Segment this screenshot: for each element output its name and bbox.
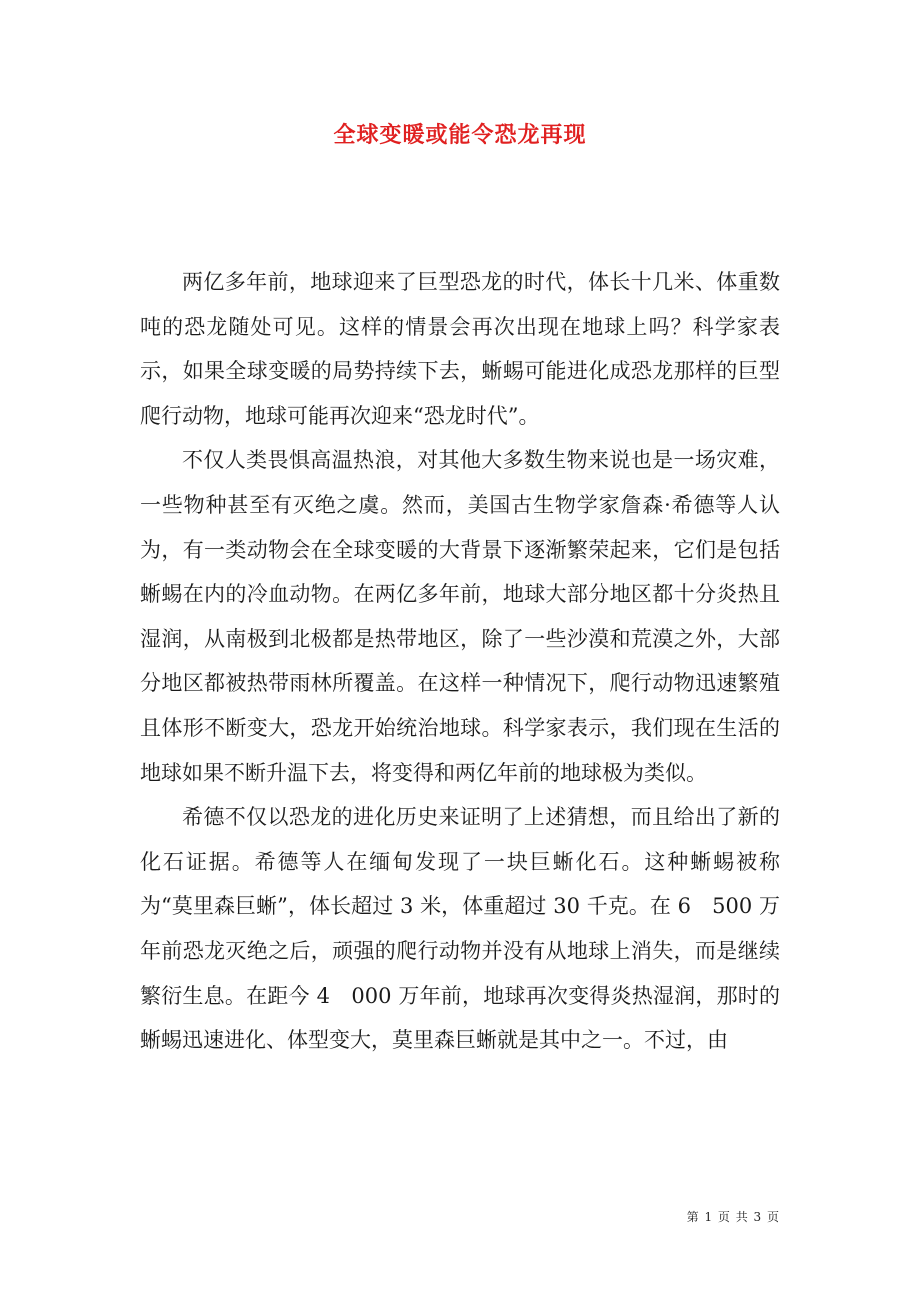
page-title: 全球变暖或能令恐龙再现: [333, 122, 587, 148]
article-body: [140, 260, 780, 1063]
paragraph: 两亿多年前，地球迎来了巨型恐龙的时代，体长十几米、体重数吨的恐龙随处可见。这样的情景会再次出现在地球上吗？科学家表示，如果全球变暖的局势持续下去，蜥蜴可能进化成恐龙那样的巨型爬行动物，地球可能再次迎来“恐龙时代”。: [140, 270, 780, 428]
paragraph: 不仅人类畏惧高温热浪，对其他大多数生物来说也是一场灾难，一些物种甚至有灭绝之虞。然而，美国古生物学家詹森·希德等人认为，有一类动物会在全球变暖的大背景下逐渐繁荣起来，它们是包括蜥蜴在内的冷血动物。在两亿多年前，地球大部分地区都十分炎热且湿润，从南极到北极都是热带地区，除了一些沙漠和荒漠之外，大部分地区都被热带雨林所覆盖。在这样一种情况下，爬行动物迅速繁殖且体形不断变大，恐龙开始统治地球。科学家表示，我们现在生活的地球如果不断升温下去，将变得和两亿年前的地球极为类似。: [140, 448, 780, 785]
page-number: 第 1 页 共 3 页: [686, 1210, 780, 1224]
paragraph: 希德不仅以恐龙的进化历史来证明了上述猜想，而且给出了新的化石证据。希德等人在缅甸发现了一块巨蜥化石。这种蜥蜴被称为“莫里森巨蜥”，体长超过 3 米，体重超过 30 千克。在 6 500 万年前恐龙灭绝之后，顽强的爬行动物并没有从地球上消失，而是继续繁衍生息。在距今 4 000 万年前，地球再次变得炎热湿润，那时的蜥蜴迅速进化、体型变大，莫里森巨蜥就是其中之一。不过，由: [140, 805, 780, 1053]
